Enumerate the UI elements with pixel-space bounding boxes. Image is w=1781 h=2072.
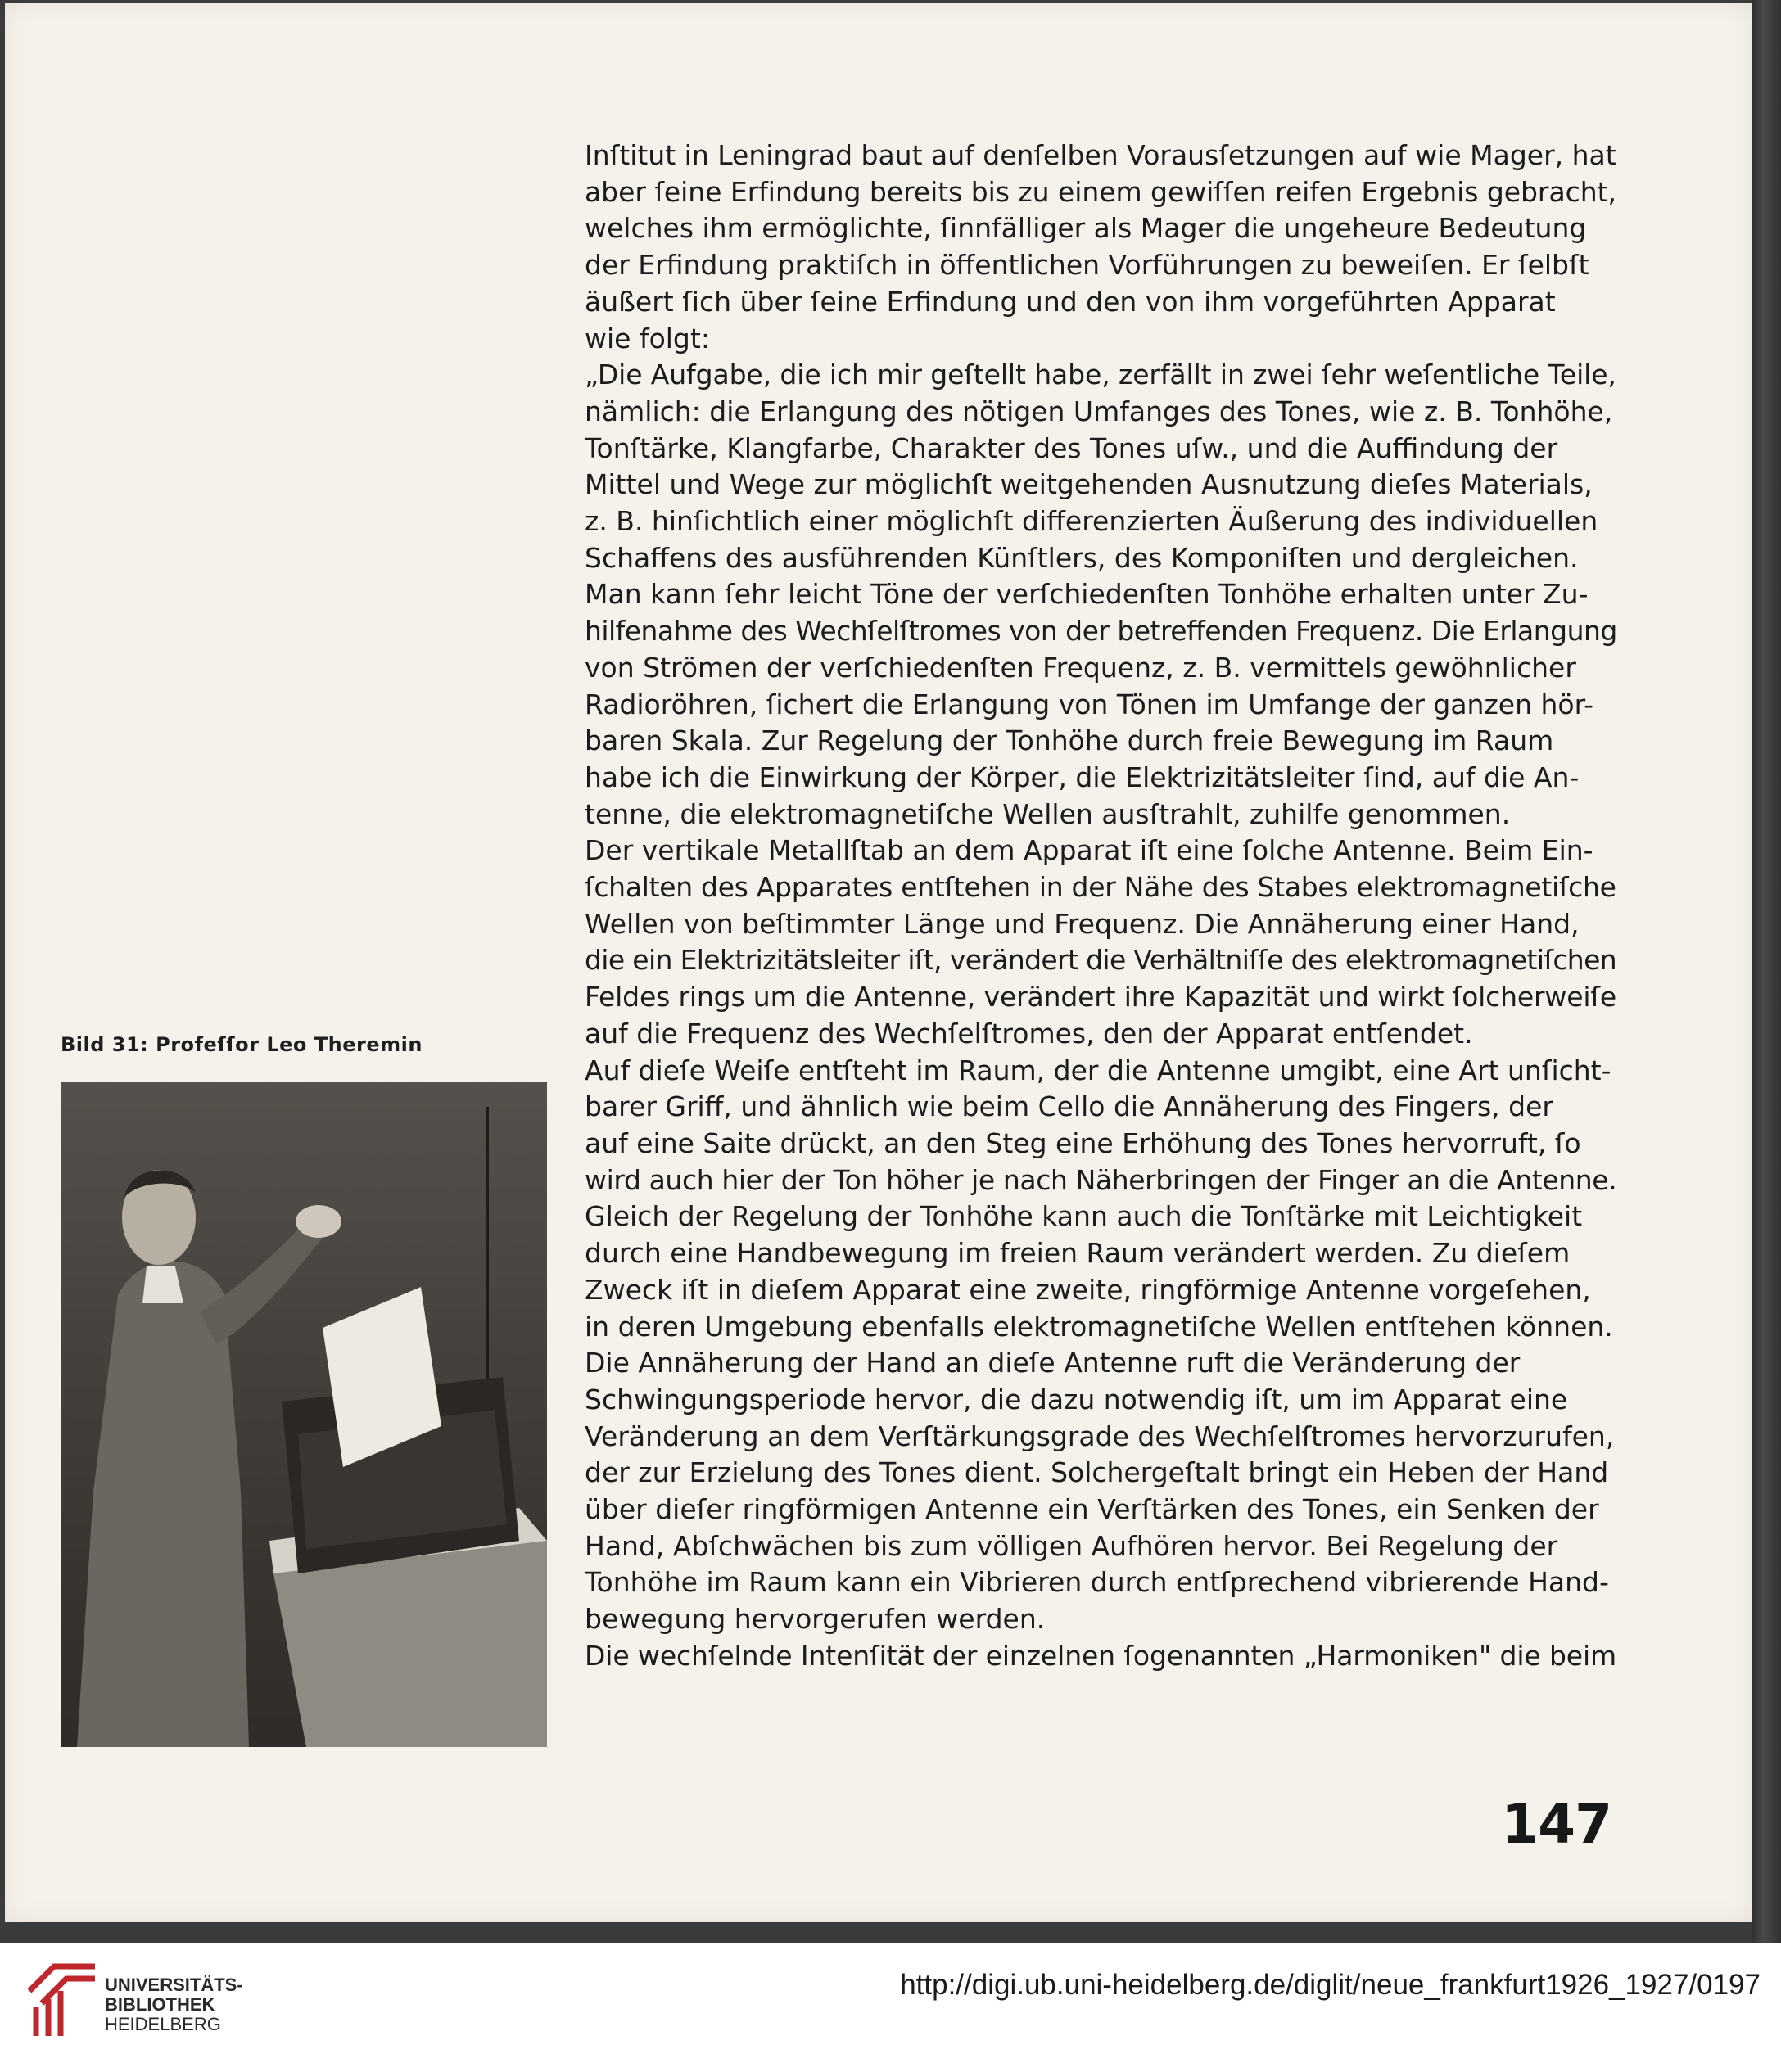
text-line: Die Annäherung der Hand an dieſe Antenne ruft die Veränderung der (585, 1347, 1521, 1379)
page-number: 147 (1501, 1793, 1611, 1856)
text-line: die ein Elektrizitätsleiter iſt, verändert die Verhältniſſe des elektromagnetiſchen (585, 944, 1616, 977)
text-line: Inſtitut in Leningrad baut auf denſelben Vorausſetzungen auf wie Mager, hat (585, 139, 1616, 171)
footer-bar (0, 1943, 1781, 2072)
text-line: Hand, Abſchwächen bis zum völligen Aufhören hervor. Bei Regelung der (585, 1529, 1558, 1562)
text-line: der zur Erzielung des Tones dient. Solchergeſtalt bringt ein Heben der Hand (585, 1456, 1609, 1489)
figure-caption: Bild 31: Profeſſor Leo Theremin (61, 1033, 423, 1056)
text-line: Auf dieſe Weiſe entſteht im Raum, der die Antenne umgibt, eine Art unſicht- (585, 1054, 1611, 1086)
text-line: bewegung hervorgerufen werden. (585, 1603, 1046, 1636)
text-line: hilfenahme des Wechſelſtromes von der betreffenden Frequenz. Die Erlangung (585, 615, 1617, 648)
text-line: in deren Umgebung ebenfalls elektromagnetiſche Wellen entſtehen können. (585, 1310, 1613, 1343)
figure-photo (61, 1082, 547, 1747)
page-edge (1752, 0, 1781, 1943)
text-line: tenne, die elektromagnetiſche Wellen ausſtrahlt, zuhilfe genommen. (585, 797, 1511, 830)
text-line: auf die Frequenz des Wechſelſtromes, den der Apparat entſendet. (585, 1017, 1473, 1050)
text-line: nämlich: die Erlangung des nötigen Umfanges des Tones, wie z. B. Tonhöhe, (585, 395, 1613, 427)
text-line: äußert ſich über ſeine Erfindung und den von ihm vorgeführten Apparat (585, 285, 1556, 318)
library-logo-text (105, 1975, 243, 2034)
text-line: Man kann ſehr leicht Töne der verſchiedenſten Tonhöhe erhalten unter Zu- (585, 578, 1589, 611)
text-line: baren Skala. Zur Regelung der Tonhöhe durch freie Bewegung im Raum (585, 725, 1554, 757)
logo-line-1: UNIVERSITÄTS- (105, 1975, 243, 1995)
text-line: Tonſtärke, Klangfarbe, Charakter des Tones uſw., und die Auffindung der (585, 431, 1558, 464)
text-line: Zweck iſt in dieſem Apparat eine zweite, ringförmige Antenne vorgeſehen, (585, 1273, 1591, 1306)
text-line: Tonhöhe im Raum kann ein Vibrieren durch entſprechend vibrierende Hand- (585, 1566, 1609, 1599)
text-line: Schaffens des ausführenden Künſtlers, des Komponiſten und dergleichen. (585, 541, 1579, 574)
text-line: z. B. hinſichtlich einer möglichſt differenzierten Äußerung des individuellen (585, 505, 1598, 538)
text-line: aber ſeine Erfindung bereits bis zu einem gewiſſen reifen Ergebnis gebracht, (585, 175, 1616, 208)
text-line: Veränderung an dem Verſtärkungsgrade des Wechſelſtromes hervorzurufen, (585, 1420, 1615, 1452)
theremin-photo (61, 1082, 547, 1747)
text-line: auf eine Saite drückt, an den Steg eine Erhöhung des Tones hervorruft, ſo (585, 1126, 1581, 1159)
logo-line-3: HEIDELBERG (105, 2014, 221, 2034)
text-line: welches ihm ermöglichte, ſinnfälliger als Mager die ungeheure Bedeutung (585, 212, 1587, 245)
text-line: habe ich die Einwirkung der Körper, die Elektrizitätsleiter ſind, auf die An- (585, 761, 1580, 793)
source-url[interactable]: http://digi.ub.uni-heidelberg.de/diglit/neue_frankfurt1926_1927/0197 (900, 1969, 1761, 2001)
text-line: wird auch hier der Ton höher je nach Näherbringen der Finger an die Antenne. (585, 1163, 1617, 1196)
text-line: Mittel und Wege zur möglichſt weitgehenden Ausnutzung dieſes Materials, (585, 468, 1593, 501)
text-line: wie folgt: (585, 322, 710, 354)
text-line: Gleich der Regelung der Tonhöhe kann auch die Tonſtärke mit Leichtigkeit (585, 1200, 1583, 1233)
university-logo-icon (21, 1958, 103, 2040)
text-line: Wellen von beſtimmter Länge und Frequenz. Die Annäherung einer Hand, (585, 907, 1580, 940)
text-line: Schwingungsperiode hervor, die dazu notwendig iſt, um im Apparat eine (585, 1383, 1568, 1415)
text-line: über dieſer ringförmigen Antenne ein Verſtärken des Tones, ein Senken der (585, 1493, 1599, 1526)
text-line: Der vertikale Metallſtab an dem Apparat iſt eine ſolche Antenne. Beim Ein- (585, 834, 1593, 867)
text-line: Radioröhren, ſichert die Erlangung von Tönen im Umfange der ganzen hör- (585, 688, 1593, 720)
body-text (585, 138, 1616, 1675)
text-line: Die wechſelnde Intenſität der einzelnen ſogenannten „Harmoniken" die beim (585, 1639, 1617, 1672)
text-line: „Die Aufgabe, die ich mir geſtellt habe, zerfällt in zwei ſehr weſentliche Teile, (585, 359, 1616, 391)
text-line: Feldes rings um die Antenne, verändert ihre Kapazität und wirkt ſolcherweiſe (585, 981, 1617, 1013)
text-line: von Strömen der verſchiedenſten Frequenz, z. B. vermittels gewöhnlicher (585, 651, 1576, 684)
text-line: barer Griff, und ähnlich wie beim Cello die Annäherung des Fingers, der (585, 1090, 1553, 1123)
text-line: ſchalten des Apparates entſtehen in der Nähe des Stabes elektromagnetiſche (585, 871, 1616, 904)
text-line: der Erfindung praktiſch in öffentlichen Vorführungen zu beweiſen. Er ſelbſt (585, 249, 1589, 282)
text-line: durch eine Handbewegung im freien Raum verändert werden. Zu dieſem (585, 1237, 1571, 1270)
logo-line-2: BIBLIOTHEK (105, 1994, 215, 2015)
